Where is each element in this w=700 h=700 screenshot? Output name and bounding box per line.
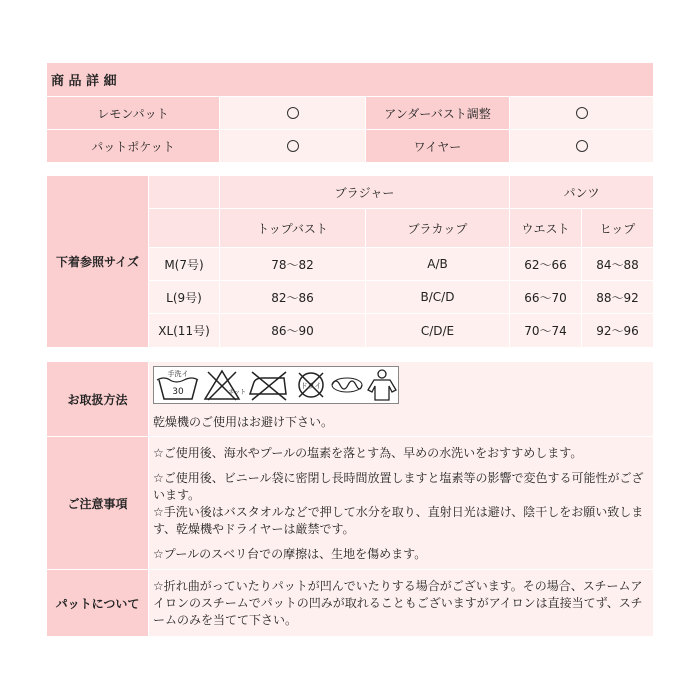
- circle-mark-icon: [576, 140, 588, 152]
- note-item: ☆手洗い後はバスタオルなどで押して水分を取り、直射日光は避け、陰干しをお願い致します、乾燥機やドライヤーは厳禁です。: [153, 505, 644, 536]
- col-header-waist: ウエスト: [510, 209, 581, 247]
- care-content: [149, 362, 653, 436]
- size-cell-top: 78〜82: [220, 248, 365, 280]
- care-icons: [153, 366, 399, 404]
- size-corner-top: [149, 176, 219, 208]
- size-group-bra: ブラジャー: [220, 176, 509, 208]
- size-cell-hip: 92〜96: [582, 314, 653, 347]
- size-cell-waist: 70〜74: [510, 314, 581, 347]
- size-cell-size: XL(11号): [149, 314, 219, 347]
- size-cell-size: L(9号): [149, 281, 219, 313]
- care-label: お取扱方法: [47, 362, 148, 436]
- details-title-text: 商 品 詳 細: [51, 74, 117, 89]
- net-label: ネット: [228, 389, 247, 396]
- details-title: [47, 63, 653, 96]
- size-cell-top: 82〜86: [220, 281, 365, 313]
- detail-value-pad-pocket: [220, 130, 365, 162]
- notes-content: [149, 437, 653, 569]
- size-cell-waist: 66〜70: [510, 281, 581, 313]
- notes-label: ご注意事項: [47, 437, 148, 569]
- size-cell-cup: C/D/E: [366, 314, 509, 347]
- dry-in-shade-icon: [330, 375, 364, 395]
- size-group-pants: パンツ: [510, 176, 653, 208]
- pad-content: [149, 570, 653, 636]
- note-item: ☆ご使用後、海水やプールの塩素を落とす為、早めの水洗いをおすすめします。: [153, 446, 583, 460]
- circle-mark-icon: [287, 107, 299, 119]
- detail-label-lemon-pad: レモンパット: [47, 97, 219, 129]
- care-text: 乾燥機のご使用はお避け下さい。: [153, 415, 334, 429]
- detail-label-pad-pocket: パットポケット: [47, 130, 219, 162]
- size-cell-hip: 88〜92: [582, 281, 653, 313]
- col-header-hip: ヒップ: [582, 209, 653, 247]
- pad-text: ☆折れ曲がっていたりパットが凹んでいたりする場合がございます。その場合、スチームアイロンのスチームでパットの凹みが取れることもございますがアイロンは直接当てず、スチームのみを当てて下さい。: [153, 579, 643, 627]
- note-item: ☆ご使用後、ビニール袋に密閉し長時間放置しますと塩素等の影響で変色する可能性がございます。: [153, 471, 644, 502]
- size-cell-cup: B/C/D: [366, 281, 509, 313]
- size-corner-mid: [149, 209, 219, 247]
- size-row-header: 下着参照サイズ: [47, 176, 148, 347]
- detail-value-lemon-pad: [220, 97, 365, 129]
- no-dry-clean-icon: [294, 368, 328, 402]
- no-iron-icon: [246, 368, 290, 402]
- size-cell-hip: 84〜88: [582, 248, 653, 280]
- col-header-top-bust: トップバスト: [220, 209, 365, 247]
- shirt-icon: [366, 368, 398, 402]
- no-bleach-icon: [202, 368, 247, 402]
- size-cell-top: 86〜90: [220, 314, 365, 347]
- hand-wash-label: 手洗イ: [167, 370, 189, 378]
- temperature-label: 30: [172, 387, 184, 397]
- dry-label: ドライ: [300, 382, 322, 390]
- size-cell-waist: 62〜66: [510, 248, 581, 280]
- note-item: ☆プールのスベリ台での摩擦は、生地を傷めます。: [153, 547, 427, 561]
- size-cell-size: M(7号): [149, 248, 219, 280]
- pad-label: パットについて: [47, 570, 148, 636]
- detail-label-wire: ワイヤー: [366, 130, 509, 162]
- detail-label-underbust: アンダーバスト調整: [366, 97, 509, 129]
- circle-mark-icon: [287, 140, 299, 152]
- col-header-cup: ブラカップ: [366, 209, 509, 247]
- circle-mark-icon: [576, 107, 588, 119]
- detail-value-wire: [510, 130, 653, 162]
- detail-value-underbust: [510, 97, 653, 129]
- size-cell-cup: A/B: [366, 248, 509, 280]
- hand-wash-30-icon: [156, 368, 200, 402]
